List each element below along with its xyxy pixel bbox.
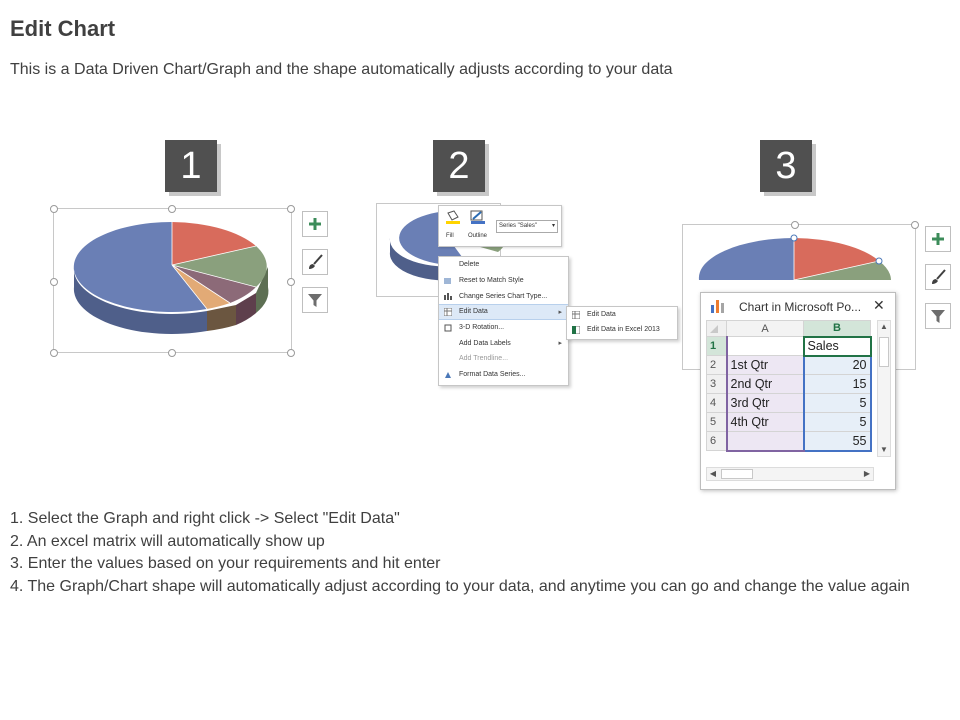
cell-a3[interactable]: 2nd Qtr	[727, 375, 804, 394]
series-select[interactable]	[496, 220, 558, 233]
cell-b6[interactable]: 55	[804, 432, 871, 451]
resize-handle[interactable]	[50, 278, 58, 286]
edit-data-icon	[444, 308, 452, 316]
resize-handle[interactable]	[287, 205, 295, 213]
row-number[interactable]: 3	[707, 375, 727, 394]
submenu-item-edit-in-excel[interactable]	[567, 322, 677, 337]
menu-item-label: Edit Data	[459, 308, 488, 316]
cell-b3[interactable]: 15	[804, 375, 871, 394]
menu-item-label: Add Data Labels	[459, 339, 511, 347]
point-handle[interactable]	[876, 258, 882, 264]
menu-item-label: Delete	[459, 261, 480, 269]
instruction-line: 3. Enter the values based on your requirements and hit enter	[10, 555, 441, 572]
step-number-3: 3	[760, 140, 812, 192]
instruction-line: 2. An excel matrix will automatically show up	[10, 532, 325, 550]
menu-item-label: Add Trendline...	[459, 355, 509, 363]
column-header-b[interactable]: B	[804, 321, 871, 337]
chevron-down-icon: ▾	[551, 223, 555, 229]
plus-icon	[308, 217, 322, 231]
chart-filters-button[interactable]	[302, 287, 328, 313]
pie-slice-blue[interactable]	[699, 238, 794, 280]
menu-item-label: Change Series Chart Type...	[459, 292, 548, 300]
pie-chart-1[interactable]	[70, 215, 275, 340]
resize-handle[interactable]	[168, 205, 176, 213]
chevron-right-icon: ▸	[558, 340, 562, 348]
close-icon[interactable]: ✕	[873, 297, 885, 313]
cell-b5[interactable]: 5	[804, 413, 871, 432]
menu-item-edit-data[interactable]	[439, 304, 568, 320]
row-number[interactable]: 2	[707, 356, 727, 375]
row-number[interactable]: 4	[707, 394, 727, 413]
submenu-item-edit-data[interactable]	[567, 307, 677, 322]
menu-item-3d-rotation[interactable]	[439, 320, 568, 336]
instruction-line: 1. Select the Graph and right click -> Select "Edit Data"	[10, 510, 400, 527]
cell-a1[interactable]	[727, 337, 804, 356]
page-title: Edit Chart	[10, 16, 116, 41]
resize-handle[interactable]	[50, 205, 58, 213]
paint-bucket-icon	[445, 210, 461, 224]
instructions	[10, 508, 950, 598]
outline-label: Outline	[468, 233, 488, 239]
context-menu	[438, 256, 569, 386]
cell-a6[interactable]	[727, 432, 804, 451]
pie-slice-depth-brown	[207, 305, 236, 331]
chart-filters-button[interactable]	[925, 303, 951, 329]
vertical-scrollbar[interactable]	[877, 320, 891, 457]
instruction-line: 4. The Graph/Chart shape will automatically adjust according to your data, and anytime you can go and change the value again	[10, 577, 910, 595]
menu-item-label: Reset to Match Style	[459, 277, 524, 285]
column-header-a[interactable]: A	[727, 321, 804, 337]
row-number[interactable]: 6	[707, 432, 727, 451]
select-all-corner[interactable]	[707, 321, 727, 337]
resize-handle[interactable]	[287, 278, 295, 286]
edit-data-icon	[572, 311, 580, 319]
chart-styles-button[interactable]	[302, 249, 328, 275]
brush-icon	[307, 254, 323, 270]
cell-a5[interactable]: 4th Qtr	[727, 413, 804, 432]
row-number[interactable]: 1	[707, 337, 727, 356]
resize-handle[interactable]	[791, 221, 799, 229]
submenu-item-label: Edit Data	[587, 311, 616, 318]
scroll-down-icon[interactable]: ▼	[880, 445, 888, 454]
edit-data-submenu	[566, 306, 678, 340]
format-mini-toolbar	[438, 205, 562, 247]
menu-item-format-data-series[interactable]	[439, 367, 568, 383]
menu-item-add-data-labels[interactable]	[439, 335, 568, 351]
resize-handle[interactable]	[287, 349, 295, 357]
cell-b4[interactable]: 5	[804, 394, 871, 413]
cell-a4[interactable]: 3rd Qtr	[727, 394, 804, 413]
horizontal-scrollbar[interactable]	[706, 467, 874, 481]
pen-outline-icon	[470, 210, 486, 224]
plus-icon	[931, 232, 945, 246]
step-number-1: 1	[165, 140, 217, 192]
format-series-icon	[444, 371, 452, 379]
chevron-right-icon: ▸	[558, 308, 562, 316]
outline-button[interactable]	[470, 210, 486, 230]
scroll-left-icon[interactable]: ◀	[709, 469, 717, 478]
menu-item-add-trendline	[439, 351, 568, 367]
brush-icon	[930, 269, 946, 285]
chart-bars-icon	[711, 299, 725, 313]
rotation-icon	[444, 324, 452, 332]
menu-item-label: Format Data Series...	[459, 371, 526, 379]
chart-elements-button[interactable]	[925, 226, 951, 252]
cell-b1[interactable]: Sales	[804, 337, 871, 356]
menu-item-reset-style[interactable]	[439, 273, 568, 289]
step-number-2: 2	[433, 140, 485, 192]
resize-handle[interactable]	[50, 349, 58, 357]
menu-item-change-chart-type[interactable]	[439, 288, 568, 304]
scroll-right-icon[interactable]: ▶	[863, 469, 871, 478]
submenu-item-label: Edit Data in Excel 2013	[587, 326, 660, 333]
funnel-icon	[930, 308, 946, 324]
scroll-thumb[interactable]	[721, 469, 753, 479]
row-number[interactable]: 5	[707, 413, 727, 432]
scroll-up-icon[interactable]: ▲	[880, 322, 888, 331]
excel-data-window	[700, 292, 896, 490]
corner-triangle-icon	[710, 325, 718, 333]
chart-type-icon	[444, 292, 452, 300]
chart-styles-button[interactable]	[925, 264, 951, 290]
page-subtitle: This is a Data Driven Chart/Graph and the shape automatically adjusts according to your data	[10, 61, 673, 78]
resize-handle[interactable]	[168, 349, 176, 357]
menu-item-delete[interactable]	[439, 257, 568, 273]
reset-style-icon	[444, 277, 452, 285]
fill-label: Fill	[446, 233, 454, 239]
excel-icon	[572, 326, 580, 334]
cell-b2[interactable]: 20	[804, 356, 871, 375]
menu-item-label: 3-D Rotation...	[459, 324, 505, 332]
chart-elements-button[interactable]	[302, 211, 328, 237]
excel-grid	[706, 320, 872, 452]
point-handle[interactable]	[791, 235, 797, 241]
fill-button[interactable]	[445, 210, 461, 230]
excel-window-title: Chart in Microsoft Po...	[739, 300, 862, 314]
cell-a2[interactable]: 1st Qtr	[727, 356, 804, 375]
funnel-icon	[307, 292, 323, 308]
resize-handle[interactable]	[911, 221, 919, 229]
scroll-thumb[interactable]	[879, 337, 889, 367]
excel-title-bar	[701, 293, 895, 319]
series-select-value: Series "Sales"	[499, 223, 537, 229]
